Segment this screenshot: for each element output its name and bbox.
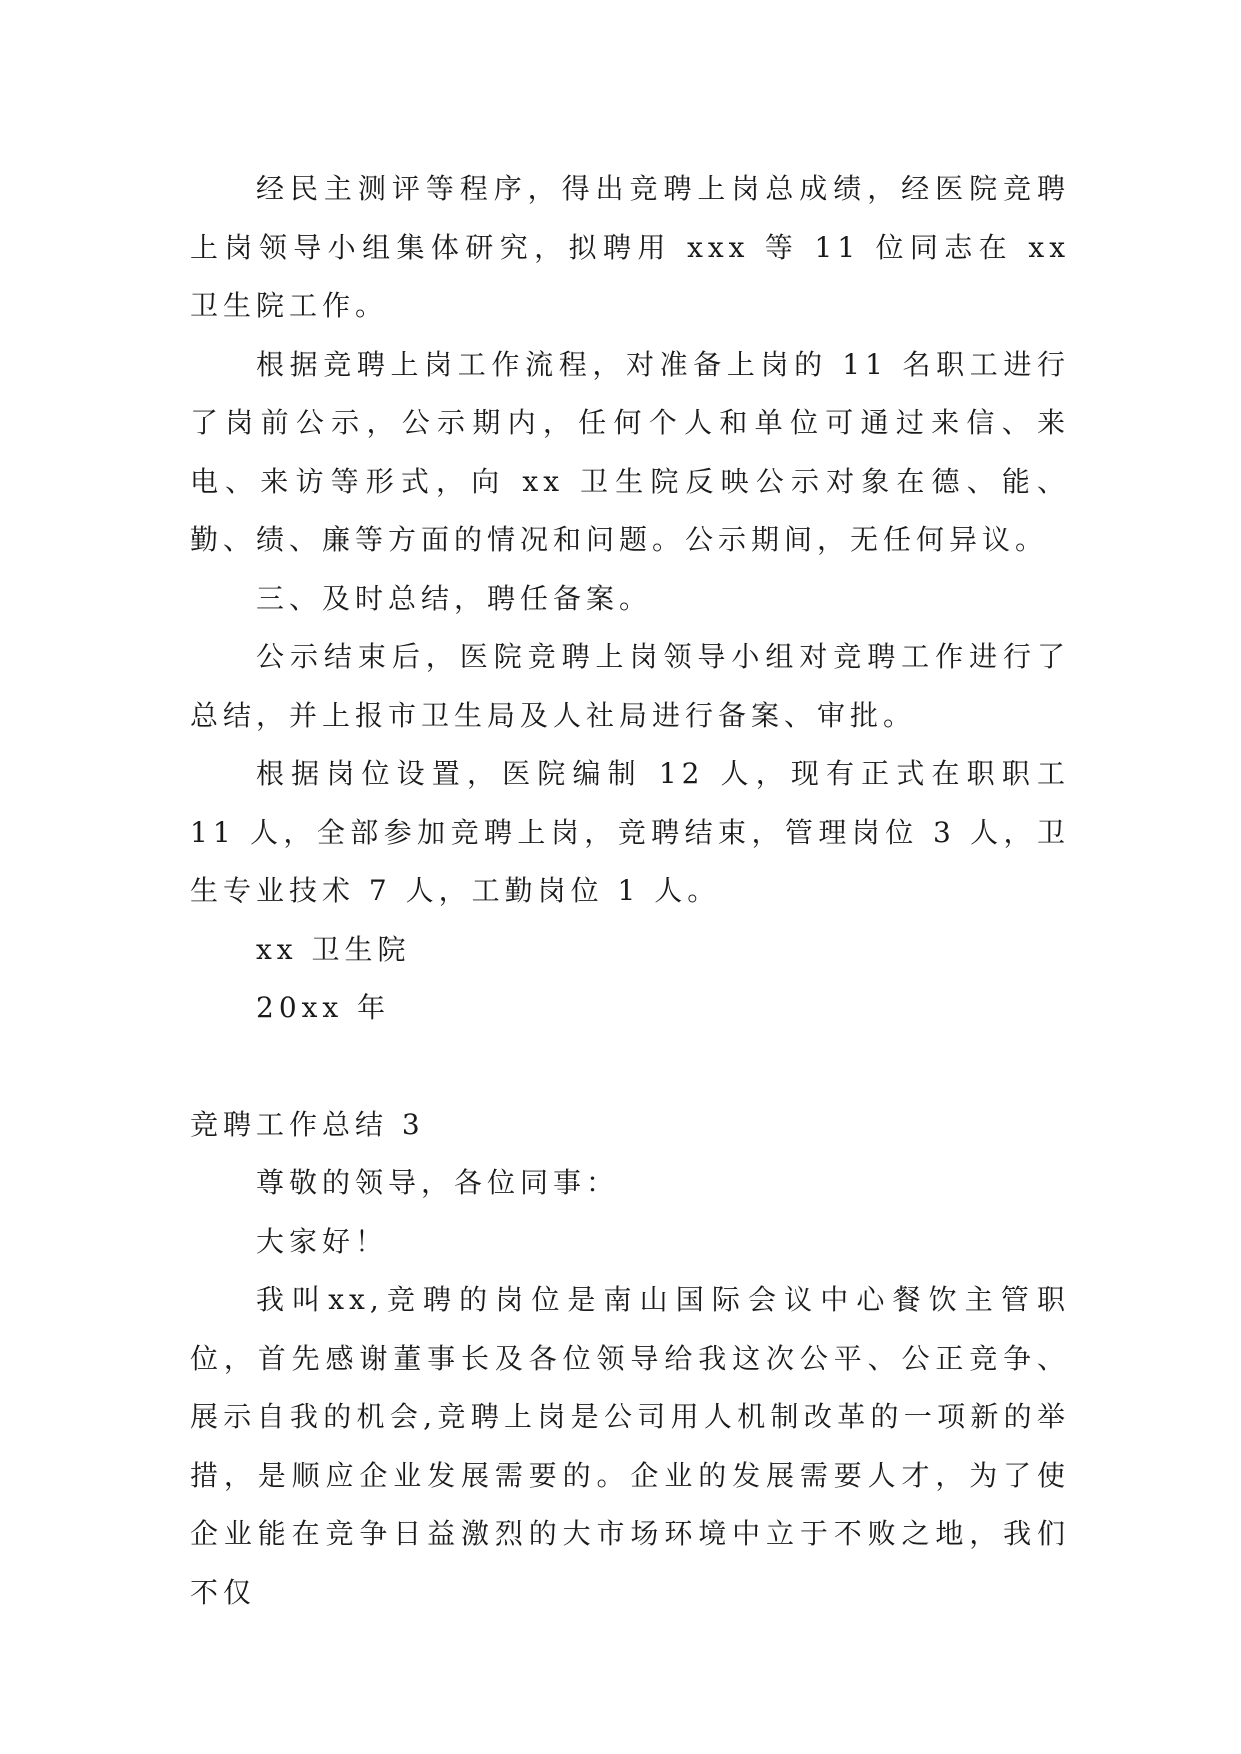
document-body xyxy=(190,160,1070,1622)
paragraph-summary-filing: 公示结束后，医院竞聘上岗领导小组对竞聘工作进行了总结，并上报市卫生局及人社局进行备案、审批。 xyxy=(190,640,1070,732)
signature-organization: xx 卫生院 xyxy=(256,932,411,966)
paragraph-salutation: 尊敬的领导，各位同事： xyxy=(256,1166,620,1199)
paragraph-section-three: 三、及时总结，聘任备案。 xyxy=(256,581,653,615)
paragraph-greeting: 大家好！ xyxy=(256,1224,389,1258)
paragraph-introduction: 我叫xx,竞聘的岗位是南山国际会议中心餐饮主管职位，首先感谢董事长及各位领导给我这次公平、公正竞争、展示自我的机会,竞聘上岗是公司用人机制改革的一项新的举措，是顺应企业发展需要的。企业的发展需要人才，为了使企业能在竞争日益激烈的大市场环境中立于不败之地，我们不仅 xyxy=(190,1283,1070,1609)
section-title: 竞聘工作总结 3 xyxy=(190,1107,425,1141)
paragraph-evaluation-result: 经民主测评等程序，得出竞聘上岗总成绩，经医院竞聘上岗领导小组集体研究，拟聘用 xxx 等 11 位同志在 xx 卫生院工作。 xyxy=(190,172,1070,322)
paragraph-staffing: 根据岗位设置，医院编制 12 人，现有正式在职职工 11 人，全部参加竞聘上岗，竞聘结束，管理岗位 3 人，卫生专业技术 7 人，工勤岗位 1 人。 xyxy=(190,757,1070,907)
signature-date: 20xx 年 xyxy=(256,991,391,1024)
paragraph-public-notice: 根据竞聘上岗工作流程，对准备上岗的 11 名职工进行了岗前公示，公示期内，任何个人和单位可通过来信、来电、来访等形式，向 xx 卫生院反映公示对象在德、能、勤、绩、廉等方面的情况和问题。公示期间，无任何异议。 xyxy=(190,347,1070,556)
section-gap xyxy=(190,1038,1070,1096)
